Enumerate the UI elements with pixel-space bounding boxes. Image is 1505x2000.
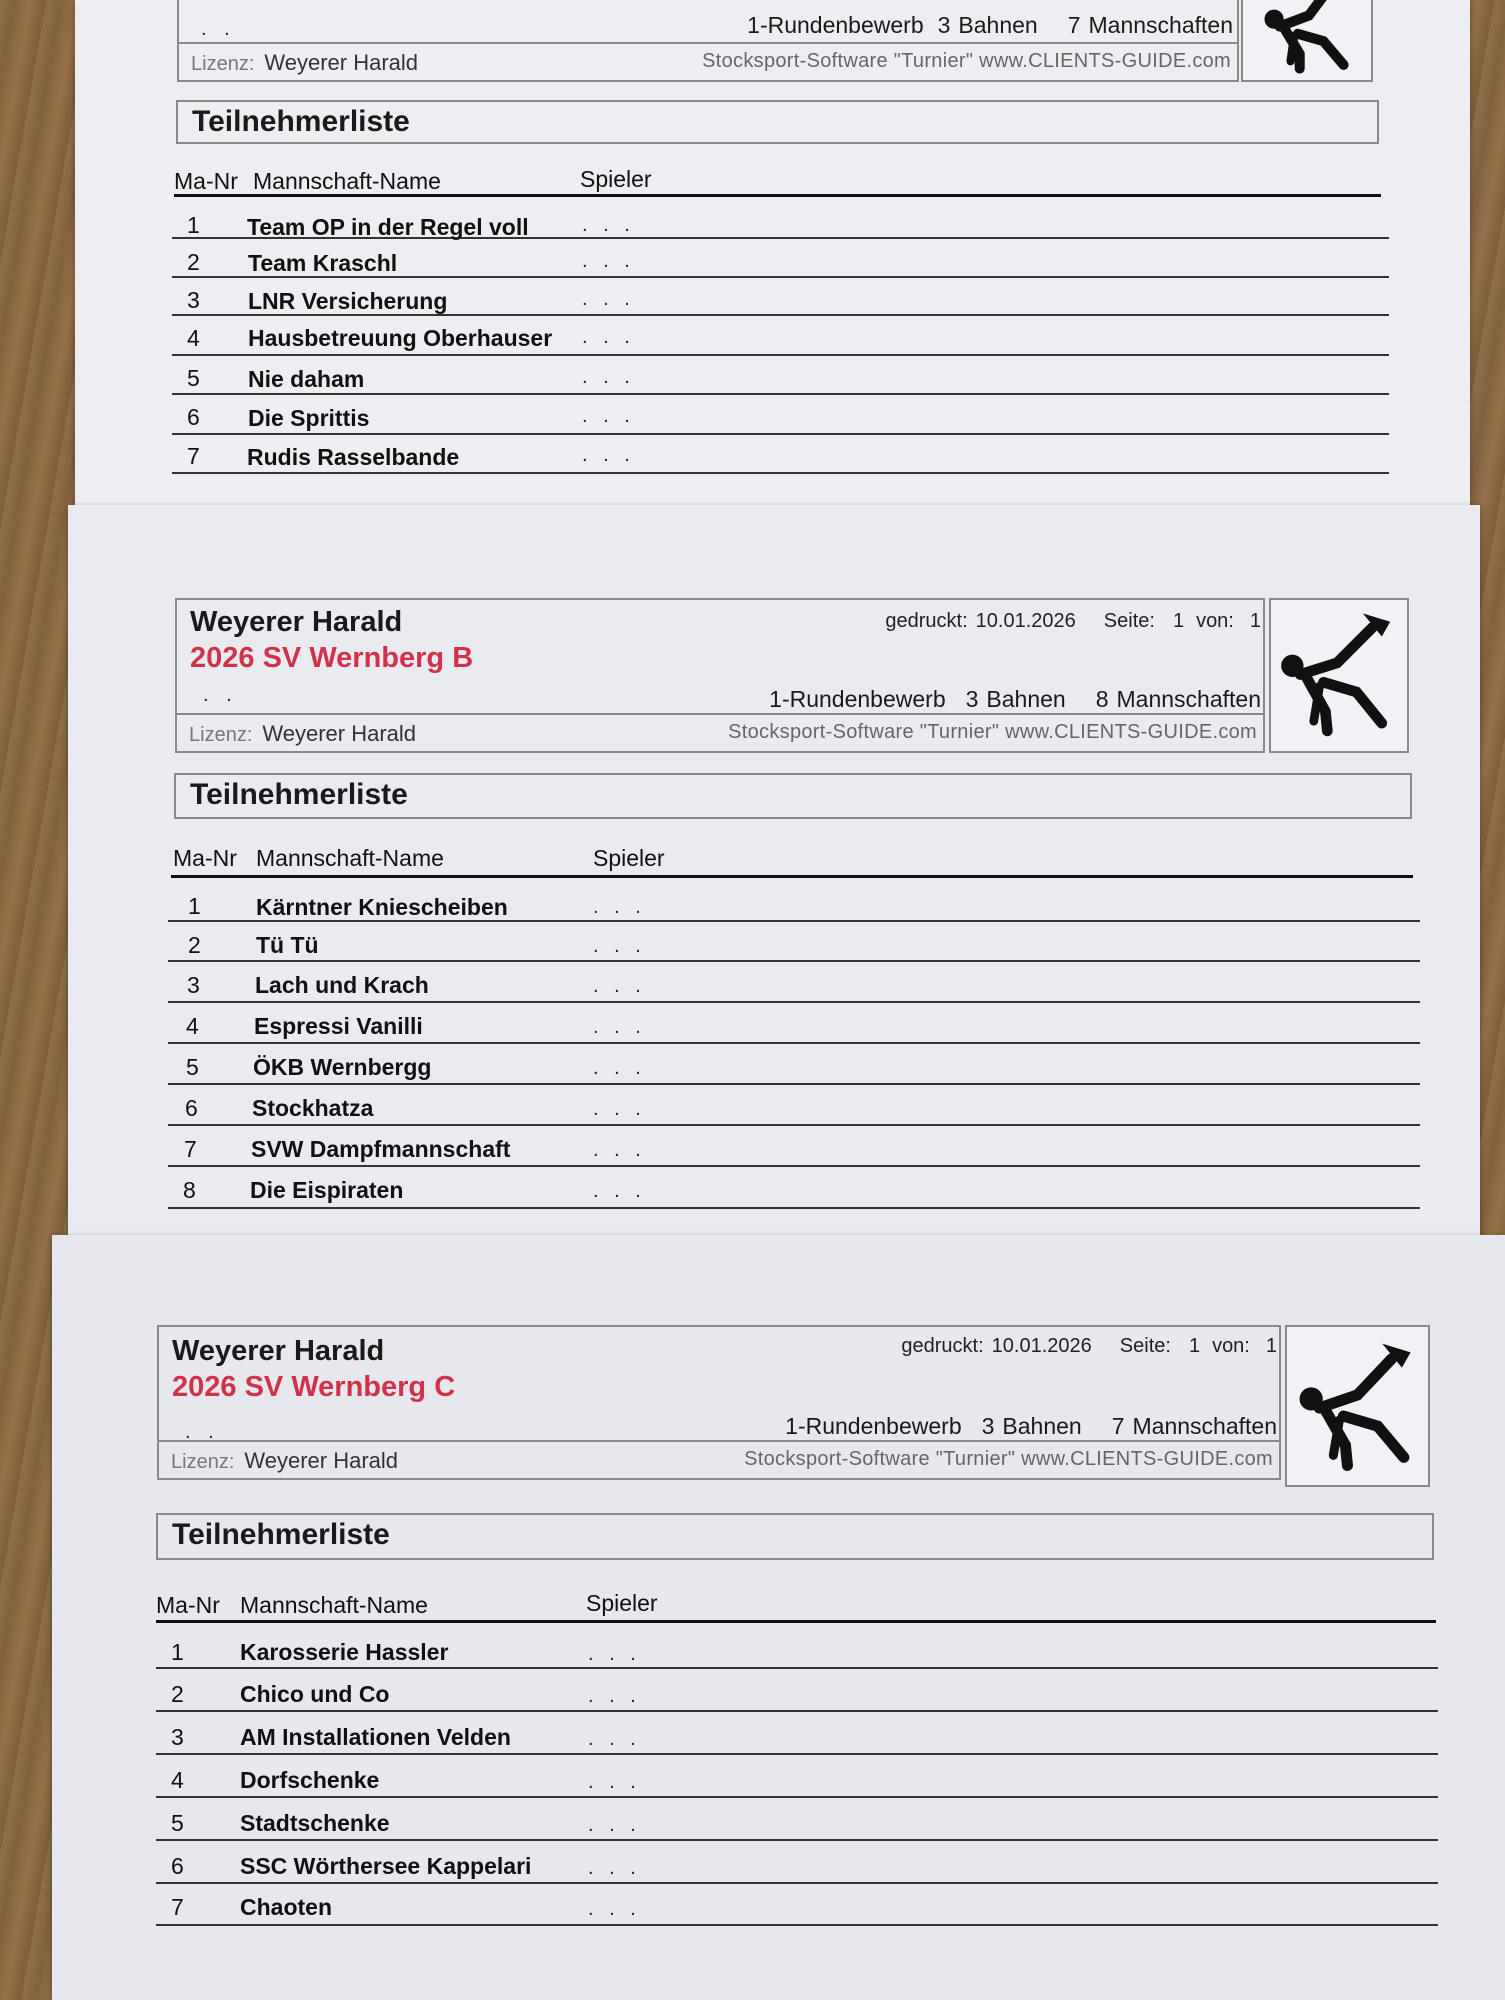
row-team-name: Kärntner Kniescheiben — [256, 894, 508, 920]
row-team-name: Team OP in der Regel voll — [247, 214, 529, 240]
sheet-c-page-label: Seite: — [1119, 1335, 1171, 1357]
row-players: . . . — [582, 405, 635, 427]
row-nr: 7 — [171, 1894, 184, 1920]
row-nr: 4 — [171, 1767, 184, 1793]
sheet-c-organizer: Weyerer Harald — [172, 1335, 385, 1367]
table-row — [168, 962, 1420, 1003]
sheet-a-col-players: Spieler — [580, 166, 652, 192]
row-team-name: Karosserie Hassler — [240, 1639, 449, 1665]
sheet-b-organizer: Weyerer Harald — [190, 606, 403, 638]
row-nr: 6 — [187, 404, 200, 430]
table-row — [172, 316, 1389, 356]
sheet-b-license-label: Lizenz: — [189, 724, 253, 746]
row-team-name: LNR Versicherung — [248, 288, 448, 314]
sheet-b-page-num: 1 — [1172, 610, 1185, 632]
row-players: . . . — [588, 1857, 641, 1879]
table-row — [156, 1669, 1438, 1712]
sheet-b-event-title: 2026 SV Wernberg B — [190, 642, 474, 674]
row-team-name: Stockhatza — [252, 1095, 374, 1121]
row-team-name: Tü Tü — [256, 932, 319, 958]
table-row — [168, 1085, 1420, 1126]
stocksport-player-icon — [1243, 0, 1371, 80]
row-nr: 4 — [187, 325, 200, 351]
sheet-c-header — [157, 1325, 1281, 1480]
sheet-c-meta-lanes-label: Bahnen — [1002, 1413, 1082, 1439]
sheet-c-page-total: 1 — [1265, 1335, 1277, 1357]
sheet-c-license — [171, 1448, 398, 1474]
sheet-a-meta-lanes-count: 3 — [937, 12, 951, 38]
row-players: . . . — [588, 1814, 641, 1836]
table-row — [168, 1044, 1420, 1085]
table-row — [172, 200, 1389, 239]
sheet-c-meta-format: 1-Rundenbewerb — [785, 1413, 962, 1439]
row-players: . . . — [588, 1643, 641, 1665]
table-row — [172, 435, 1389, 474]
row-players: . . . — [593, 1180, 646, 1202]
row-nr: 1 — [188, 893, 201, 919]
row-nr: 5 — [171, 1810, 184, 1836]
row-players: . . . — [582, 250, 635, 272]
table-row — [168, 1167, 1420, 1209]
sheet-c-printed-date: 10.01.2026 — [991, 1335, 1092, 1357]
row-team-name: Chico und Co — [240, 1681, 390, 1707]
sheet-b-page-of-label: von: — [1196, 610, 1234, 632]
row-players: . . . — [582, 366, 635, 388]
sheet-c-printed-label: gedruckt: — [901, 1335, 984, 1357]
sheet-c-meta-teams-label: Mannschaften — [1132, 1413, 1277, 1439]
sheet-c-page-of-label: von: — [1212, 1335, 1250, 1357]
sheet-a-meta-teams-label: Mannschaften — [1088, 12, 1233, 38]
sheet-b-meta-lanes-count: 3 — [965, 686, 979, 712]
sheet-b-page-total: 1 — [1249, 610, 1261, 632]
sheet-a-header-rule — [174, 194, 1381, 197]
table-row — [172, 395, 1389, 435]
row-players: . . . — [588, 1771, 641, 1793]
sheet-b-col-nr: Ma-Nr — [173, 845, 237, 871]
sheet-c-rows — [156, 1625, 1438, 1926]
sheet-c-dots: . . — [185, 1421, 220, 1443]
sheet-c-col-nr: Ma-Nr — [156, 1592, 220, 1618]
sheet-b-printed-date: 10.01.2026 — [975, 610, 1076, 632]
row-team-name: Stadtschenke — [240, 1810, 390, 1836]
sheet-a-col-nr: Ma-Nr — [174, 168, 238, 194]
sheet-a-header — [177, 0, 1239, 82]
sheet-b-list-title: Teilnehmerliste — [174, 773, 1412, 819]
row-team-name: Dorfschenke — [240, 1767, 380, 1793]
sheet-b-table-header — [173, 845, 1413, 875]
sheet-c-software-credit: Stocksport-Software "Turnier" www.CLIENTS-GUIDE.com — [744, 1448, 1273, 1470]
sheet-c-page-num: 1 — [1188, 1335, 1201, 1357]
row-players: . . . — [588, 1685, 641, 1707]
row-team-name: Team Kraschl — [248, 250, 398, 276]
sheet-b-meta-lanes-label: Bahnen — [986, 686, 1066, 712]
row-team-name: SVW Dampfmannschaft — [251, 1136, 511, 1162]
sheet-a-license — [191, 50, 418, 76]
sheet-b-meta-teams-label: Mannschaften — [1116, 686, 1261, 712]
row-team-name: SSC Wörthersee Kappelari — [240, 1853, 532, 1879]
table-row — [172, 239, 1389, 278]
sheet-c-meta-teams-count: 7 — [1111, 1413, 1125, 1439]
sheet-c-footer — [159, 1440, 1279, 1478]
sheet-b — [68, 505, 1480, 1265]
sheet-b-printed-label: gedruckt: — [885, 610, 968, 632]
table-row — [168, 922, 1420, 962]
sheet-c-col-players: Spieler — [586, 1590, 658, 1616]
sheet-c-col-team: Mannschaft-Name — [240, 1592, 428, 1618]
row-nr: 2 — [188, 932, 201, 958]
row-players: . . . — [582, 288, 635, 310]
sheet-a-license-label: Lizenz: — [191, 53, 255, 75]
sheet-c — [52, 1235, 1505, 2000]
row-players: . . . — [588, 1898, 641, 1920]
sheet-a-dots: . . — [201, 18, 236, 40]
row-nr: 7 — [184, 1136, 197, 1162]
sheet-a-meta-format: 1-Rundenbewerb — [747, 12, 924, 38]
sheet-c-meta-lanes-count: 3 — [981, 1413, 995, 1439]
row-team-name: Die Sprittis — [248, 405, 370, 431]
row-nr: 1 — [187, 212, 200, 238]
table-row — [156, 1625, 1438, 1669]
row-team-name: Lach und Krach — [255, 972, 429, 998]
sheet-c-header-rule — [156, 1620, 1436, 1623]
row-players: . . . — [593, 975, 646, 997]
sheet-c-event-title: 2026 SV Wernberg C — [172, 1371, 456, 1403]
sheet-a-software-credit: Stocksport-Software "Turnier" www.CLIENTS-GUIDE.com — [702, 50, 1231, 72]
sheet-c-print-info — [901, 1335, 1279, 1358]
sheet-c-list-title: Teilnehmerliste — [156, 1513, 1434, 1560]
row-team-name: ÖKB Wernbergg — [253, 1054, 432, 1080]
sheet-a-col-team: Mannschaft-Name — [253, 168, 441, 194]
row-nr: 6 — [171, 1853, 184, 1879]
row-nr: 3 — [187, 972, 200, 998]
row-nr: 8 — [183, 1177, 196, 1203]
sheet-b-license-name: Weyerer Harald — [262, 721, 417, 746]
row-nr: 6 — [185, 1095, 198, 1121]
table-row — [172, 356, 1389, 395]
row-nr: 3 — [187, 287, 200, 313]
row-players: . . . — [582, 214, 635, 236]
row-players: . . . — [593, 935, 646, 957]
row-nr: 5 — [186, 1054, 199, 1080]
sheet-a-competition-meta — [733, 12, 1233, 39]
row-players: . . . — [582, 326, 635, 348]
sheet-c-competition-meta — [771, 1413, 1277, 1440]
row-players: . . . — [588, 1728, 641, 1750]
sheet-b-header — [175, 598, 1265, 753]
sheet-a-rows — [172, 200, 1389, 474]
row-team-name: Nie daham — [248, 366, 365, 392]
row-team-name: Die Eispiraten — [250, 1177, 404, 1203]
sheet-a-license-name: Weyerer Harald — [264, 50, 419, 75]
sheet-a-meta-lanes-label: Bahnen — [958, 12, 1038, 38]
sheet-a — [75, 0, 1470, 520]
row-nr: 2 — [171, 1681, 184, 1707]
table-row — [156, 1798, 1438, 1841]
table-row — [156, 1841, 1438, 1884]
sheet-b-logo — [1269, 598, 1409, 753]
sheet-b-rows — [168, 880, 1420, 1209]
sheet-c-license-name: Weyerer Harald — [244, 1448, 399, 1473]
sheet-c-logo — [1285, 1325, 1430, 1487]
sheet-a-footer — [179, 42, 1237, 80]
sheet-a-list-title: Teilnehmerliste — [176, 100, 1379, 144]
sheet-b-software-credit: Stocksport-Software "Turnier" www.CLIENTS-GUIDE.com — [728, 721, 1257, 743]
row-players: . . . — [593, 1057, 646, 1079]
stocksport-player-icon — [1287, 1327, 1428, 1485]
row-nr: 5 — [187, 365, 200, 391]
row-players: . . . — [593, 1098, 646, 1120]
row-nr: 3 — [171, 1724, 184, 1750]
stocksport-player-icon — [1271, 600, 1407, 751]
row-team-name: Chaoten — [240, 1894, 332, 1920]
row-players: . . . — [582, 444, 635, 466]
sheet-b-col-team: Mannschaft-Name — [256, 845, 444, 871]
row-nr: 4 — [186, 1013, 199, 1039]
table-row — [168, 1126, 1420, 1167]
table-row — [156, 1884, 1438, 1926]
sheet-b-page-label: Seite: — [1103, 610, 1155, 632]
row-nr: 7 — [187, 443, 200, 469]
sheet-b-license — [189, 721, 416, 747]
sheet-b-col-players: Spieler — [593, 845, 665, 871]
sheet-b-competition-meta — [755, 686, 1261, 713]
sheet-b-meta-teams-count: 8 — [1095, 686, 1109, 712]
row-players: . . . — [593, 1016, 646, 1038]
row-nr: 1 — [171, 1639, 184, 1665]
row-players: . . . — [593, 896, 646, 918]
sheet-a-logo — [1241, 0, 1373, 82]
table-row — [172, 278, 1389, 316]
sheet-b-meta-format: 1-Rundenbewerb — [769, 686, 946, 712]
table-row — [168, 1003, 1420, 1044]
sheet-b-footer — [177, 713, 1263, 751]
row-nr: 2 — [187, 249, 200, 275]
sheet-b-header-rule — [171, 875, 1413, 878]
table-row — [168, 880, 1420, 922]
sheet-c-table-header — [156, 1592, 1436, 1622]
sheet-a-meta-teams-count: 7 — [1067, 12, 1081, 38]
row-team-name: Rudis Rasselbande — [247, 444, 460, 470]
sheet-b-print-info — [885, 610, 1263, 633]
sheet-c-license-label: Lizenz: — [171, 1451, 235, 1473]
row-team-name: AM Installationen Velden — [240, 1724, 511, 1750]
sheet-b-dots: . . — [203, 684, 238, 706]
row-players: . . . — [593, 1139, 646, 1161]
table-row — [156, 1755, 1438, 1798]
row-team-name: Espressi Vanilli — [254, 1013, 423, 1039]
table-row — [156, 1712, 1438, 1755]
row-team-name: Hausbetreuung Oberhauser — [248, 325, 553, 351]
